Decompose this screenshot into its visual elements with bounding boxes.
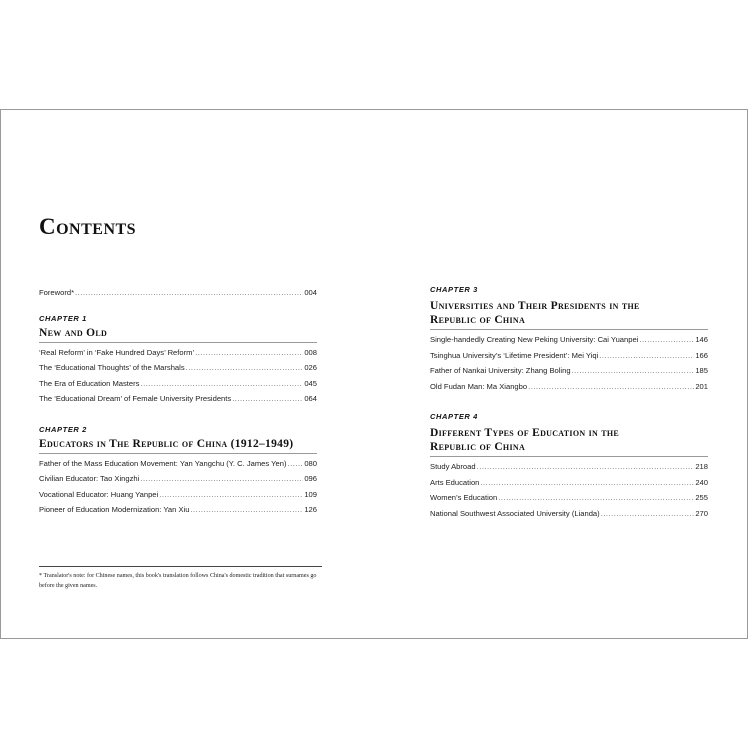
toc-entry — [430, 459, 708, 475]
toc-entry — [430, 348, 708, 364]
entry-title: Tsinghua University’s ‘Lifetime President’: Mei Yiqi — [430, 350, 599, 360]
dot-leader — [639, 332, 694, 348]
entry-title: Father of the Mass Education Movement: Yan Yangchu (Y. C. James Yen) — [39, 458, 287, 468]
dot-leader — [477, 459, 695, 475]
translator-footnote: * Translator's note: for Chinese names, this book's translation follows China's domestic tradition that surnames go before the given names. — [39, 566, 322, 591]
toc-left-column — [39, 285, 317, 518]
chapter-3-label: CHAPTER 3 — [430, 285, 478, 294]
entry-page: 201 — [695, 381, 708, 391]
entry-title: Foreword* — [39, 288, 75, 297]
toc-entry — [39, 502, 317, 518]
toc-entry — [430, 332, 708, 348]
entry-title: The ‘Educational Thoughts’ of the Marshals — [39, 363, 185, 372]
dot-leader — [601, 506, 695, 522]
entry-page: 126 — [304, 505, 317, 514]
dot-leader — [288, 456, 304, 472]
dot-leader — [599, 348, 694, 364]
toc-entry — [430, 363, 708, 379]
entry-title: Women’s Education — [430, 493, 498, 502]
entry-page: 008 — [304, 347, 317, 357]
toc-entry — [430, 475, 708, 491]
toc-entry — [39, 471, 317, 487]
dot-leader — [528, 379, 694, 395]
entry-title: National Southwest Associated University (Lianda) — [430, 508, 600, 518]
chapter-4-label: CHAPTER 4 — [430, 412, 478, 421]
entry-title: Arts Education — [430, 477, 480, 487]
entry-title: Old Fudan Man: Ma Xiangbo — [430, 381, 528, 391]
dot-leader — [186, 360, 304, 376]
chapter-3-title — [430, 299, 708, 330]
entry-page: 240 — [695, 477, 708, 487]
chapter-3-title-line-1: Universities and Their Presidents in the — [430, 300, 640, 312]
chapter-4-title-line-1: Different Types of Education in the — [430, 427, 620, 439]
chapter-1-label: CHAPTER 1 — [39, 313, 87, 323]
entry-page: 045 — [304, 378, 317, 388]
toc-entry — [39, 360, 317, 376]
dot-leader — [195, 345, 303, 361]
page-title: Contents — [39, 214, 137, 239]
toc-entry — [430, 490, 708, 506]
dot-leader — [498, 490, 694, 506]
toc-entry — [39, 456, 317, 472]
toc-entry — [39, 345, 317, 361]
dot-leader — [572, 363, 695, 379]
chapter-4-title — [430, 426, 708, 457]
toc-right-column — [430, 285, 708, 521]
toc-entry — [430, 506, 708, 522]
toc-entry — [39, 376, 317, 392]
entry-title: Single-handedly Creating New Peking University: Cai Yuanpei — [430, 335, 639, 344]
chapter-2-title: Educators in The Republic of China (1912–1949) — [39, 437, 317, 454]
dot-leader — [140, 471, 303, 487]
entry-page: 218 — [695, 462, 708, 471]
entry-page: 270 — [695, 508, 708, 518]
entry-page: 109 — [304, 489, 317, 499]
entry-title: Study Abroad — [430, 462, 476, 471]
entry-page: 146 — [695, 335, 708, 344]
dot-leader — [159, 487, 303, 503]
toc-entry-foreword — [39, 285, 317, 301]
dot-leader — [75, 285, 303, 301]
entry-title: The Era of Education Masters — [39, 378, 140, 388]
entry-title: Civilian Educator: Tao Xingzhi — [39, 474, 140, 483]
chapter-3-title-line-2: Republic of China — [430, 314, 526, 326]
entry-page: 004 — [304, 288, 317, 297]
entry-title: Pioneer of Education Modernization: Yan Xiu — [39, 505, 190, 514]
dot-leader — [140, 376, 303, 392]
entry-page: 026 — [304, 363, 317, 372]
entry-page: 096 — [304, 474, 317, 483]
entry-title: The ‘Educational Dream’ of Female University Presidents — [39, 394, 232, 403]
chapter-2-label: CHAPTER 2 — [39, 424, 87, 434]
entry-page: 166 — [695, 350, 708, 360]
entry-page: 080 — [304, 458, 317, 468]
entry-title: Father of Nankai University: Zhang Boling — [430, 366, 571, 375]
chapter-4-title-line-2: Republic of China — [430, 441, 526, 453]
entry-title: Vocational Educator: Huang Yanpei — [39, 489, 159, 499]
toc-entry — [39, 391, 317, 407]
toc-entry — [39, 487, 317, 503]
dot-leader — [232, 391, 303, 407]
entry-title: ‘Real Reform’ in ‘Fake Hundred Days’ Reform’ — [39, 347, 195, 357]
dot-leader — [480, 475, 694, 491]
dot-leader — [190, 502, 303, 518]
chapter-1-title: New and Old — [39, 326, 317, 343]
entry-page: 064 — [304, 394, 317, 403]
entry-page: 185 — [695, 366, 708, 375]
entry-page: 255 — [695, 493, 708, 502]
toc-entry — [430, 379, 708, 395]
